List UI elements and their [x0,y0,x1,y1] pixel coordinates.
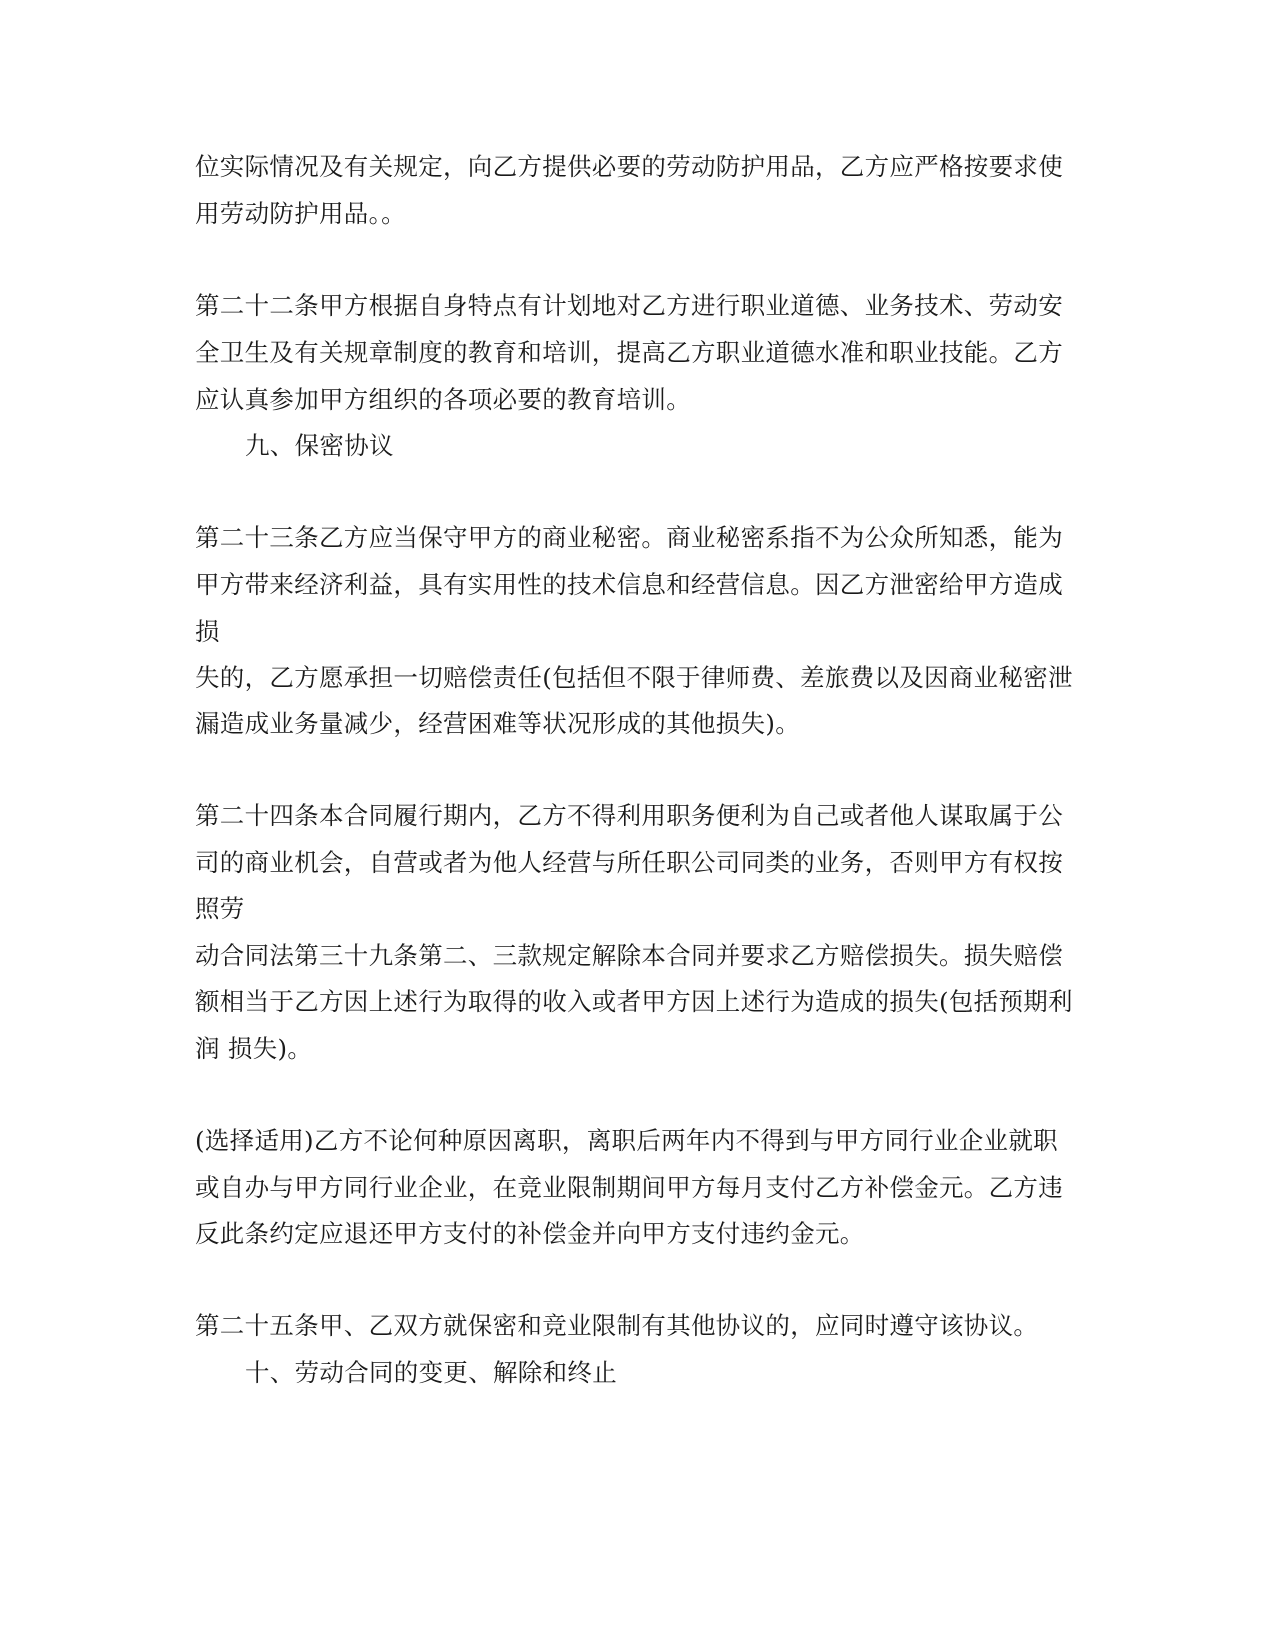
text-line: 甲方带来经济利益，具有实用性的技术信息和经营信息。因乙方泄密给甲方造成 [195,570,1063,599]
text-line: 或自办与甲方同行业企业，在竞业限制期间甲方每月支付乙方补偿金元。乙方违 [195,1173,1063,1202]
section-heading: 十、劳动合同的变更、解除和终止 [245,1358,617,1387]
text-line: 第二十四条本合同履行期内，乙方不得利用职务便利为自己或者他人谋取属于公 [195,801,1063,830]
text-line: 全卫生及有关规章制度的教育和培训，提高乙方职业道德水准和职业技能。乙方 [195,338,1063,367]
text-line: 第二十五条甲、乙双方就保密和竞业限制有其他协议的，应同时遵守该协议。 [195,1311,1039,1340]
text-line: 反此条约定应退还甲方支付的补偿金并向甲方支付违约金元。 [195,1219,865,1248]
text-line: 第二十三条乙方应当保守甲方的商业秘密。商业秘密系指不为公众所知悉，能为 [195,523,1063,552]
text-line: 漏造成业务量减少，经营困难等状况形成的其他损失)。 [195,709,801,738]
text-line: 第二十二条甲方根据自身特点有计划地对乙方进行职业道德、业务技术、劳动安 [195,291,1063,320]
text-line: 失的，乙方愿承担一切赔偿责任(包括但不限于律师费、差旅费以及因商业秘密泄 [195,663,1073,692]
text-line: 损 [195,617,220,646]
text-line: 司的商业机会，自营或者为他人经营与所任职公司同类的业务，否则甲方有权按 [195,848,1063,877]
text-line: 额相当于乙方因上述行为取得的收入或者甲方因上述行为造成的损失(包括预期利 [195,987,1073,1016]
text-line: 照劳 [195,894,245,923]
section-heading: 九、保密协议 [245,431,394,460]
text-line: (选择适用)乙方不论何种原因离职，离职后两年内不得到与甲方同行业企业就职 [195,1126,1058,1155]
text-line: 动合同法第三十九条第二、三款规定解除本合同并要求乙方赔偿损失。损失赔偿 [195,941,1063,970]
text-line: 应认真参加甲方组织的各项必要的教育培训。 [195,385,691,414]
text-line: 位实际情况及有关规定，向乙方提供必要的劳动防护用品，乙方应严格按要求使 [195,152,1063,181]
text-line: 润 损失)。 [195,1034,313,1063]
text-line: 用劳动防护用品。。 [195,199,406,228]
